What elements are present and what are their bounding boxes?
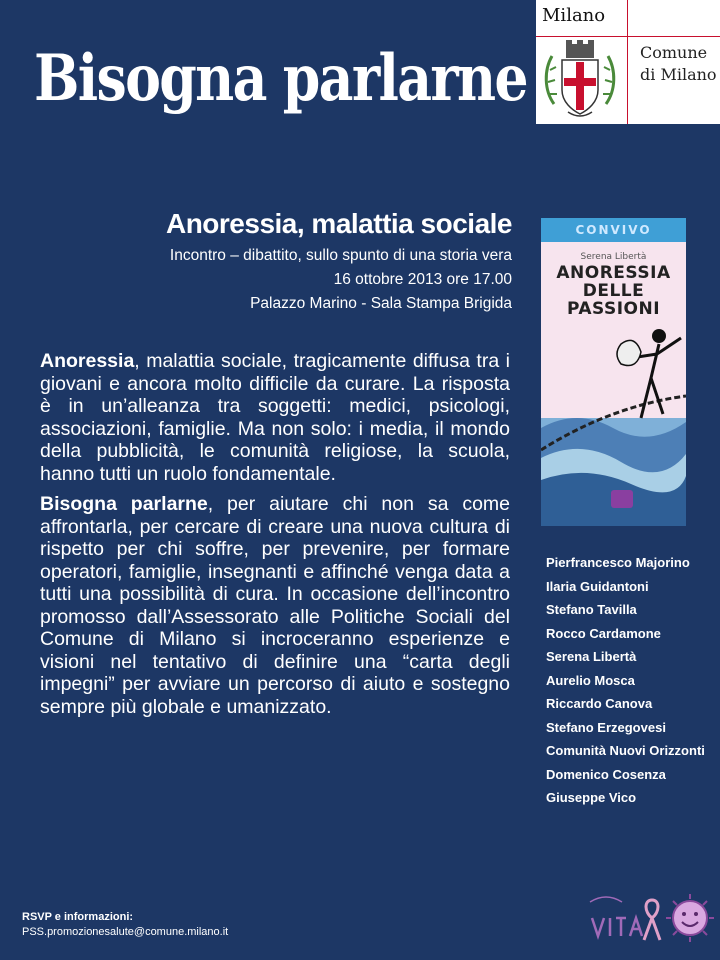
book-title-line1: ANORESSIA xyxy=(556,263,671,283)
nuovo-di-vita-logo xyxy=(590,897,642,936)
event-subtitle: Incontro – dibattito, sullo spunto di una storia vera xyxy=(169,247,512,264)
rsvp-label: RSVP e informazioni: xyxy=(22,911,134,923)
book-title-line3: PASSIONI xyxy=(566,299,661,319)
event-info xyxy=(166,208,512,316)
speaker-name: Domenico Cosenza xyxy=(546,766,666,782)
event-venue: Palazzo Marino - Sala Stampa Brigida xyxy=(250,295,512,312)
speaker-name: Pierfrancesco Majorino xyxy=(546,555,690,570)
book-title-line2: DELLE xyxy=(582,281,645,301)
speaker-name: Ilaria Guidantoni xyxy=(546,578,649,594)
speaker-name: Giuseppe Vico xyxy=(546,790,637,805)
body-p1-text: , malattia sociale, tragicamente diffusa tra i giovani e ancora molto difficile da curare. La risposta è in un’alleanza tra soggetti: medici, psicologi, associazioni, famiglie. Ma non solo: i media, il mondo della pubblicità, le comunità religiose, la scuola, hanno tutti un ruolo fondamentale. xyxy=(40,350,510,485)
book-cover xyxy=(541,218,686,526)
body-paragraph-2 xyxy=(40,493,510,718)
comune-di-milano-logo xyxy=(536,0,720,124)
logo-comune-text xyxy=(640,42,717,86)
book-author: Serena Libertà xyxy=(580,252,647,262)
speaker-name: Stefano Erzegovesi xyxy=(546,719,666,735)
body-p1-lead: Anoressia xyxy=(40,350,135,372)
partner-logos-art xyxy=(586,888,714,948)
body-p2-text: , per aiutare chi non sa come affrontarla, per cercare di creare una nuova cultura di rispetto per chi soffre, per prevenire, per formare operatori, famiglie, insegnanti e affinché venga data a tutti una possibilità di cura. In occasione dell’incontro promosso dall’Assessorato alle Politiche Sociali del Comune di Milano si incroceranno esperienze e visioni nel tentativo di definire una “carta degli impegni” per avviare un percorso di aiuto e sostegno sempre più globale e umanizzato. xyxy=(40,493,510,718)
body-text xyxy=(40,350,510,726)
rsvp-email[interactable]: PSS.promozionesalute@comune.milano.it xyxy=(22,926,229,938)
pink-ribbon-icon xyxy=(644,900,660,940)
smiling-sun-icon xyxy=(666,894,714,942)
partner-logos xyxy=(586,888,714,948)
logo-divider-vertical xyxy=(627,0,628,124)
book-series-band: CONVIVO xyxy=(541,218,686,242)
body-p2-lead: Bisogna parlarne xyxy=(40,493,208,515)
book-title xyxy=(541,264,686,318)
speaker-name: Stefano Tavilla xyxy=(546,602,637,617)
event-title: Anoressia, malattia sociale xyxy=(165,208,512,239)
body-paragraph-1 xyxy=(40,350,510,485)
speakers-list xyxy=(546,554,716,813)
speaker-name: Riccardo Canova xyxy=(546,696,653,711)
speaker-name: Aurelio Mosca xyxy=(546,672,635,688)
speaker-name: Serena Libertà xyxy=(546,649,637,664)
logo-comune-line1: Comune xyxy=(640,43,708,62)
logo-comune-line2: di Milano xyxy=(640,65,717,84)
logo-city-name: Milano xyxy=(542,5,606,26)
speaker-name: Comunità Nuovi Orizzonti xyxy=(546,743,705,758)
speaker-name: Rocco Cardamone xyxy=(546,625,661,641)
page-title: Bisogna parlarne xyxy=(34,41,527,116)
rsvp-info xyxy=(22,910,228,940)
logo-divider-horizontal xyxy=(536,36,720,37)
milano-crest-icon xyxy=(542,40,618,120)
event-date: 16 ottobre 2013 ore 17.00 xyxy=(333,271,512,288)
